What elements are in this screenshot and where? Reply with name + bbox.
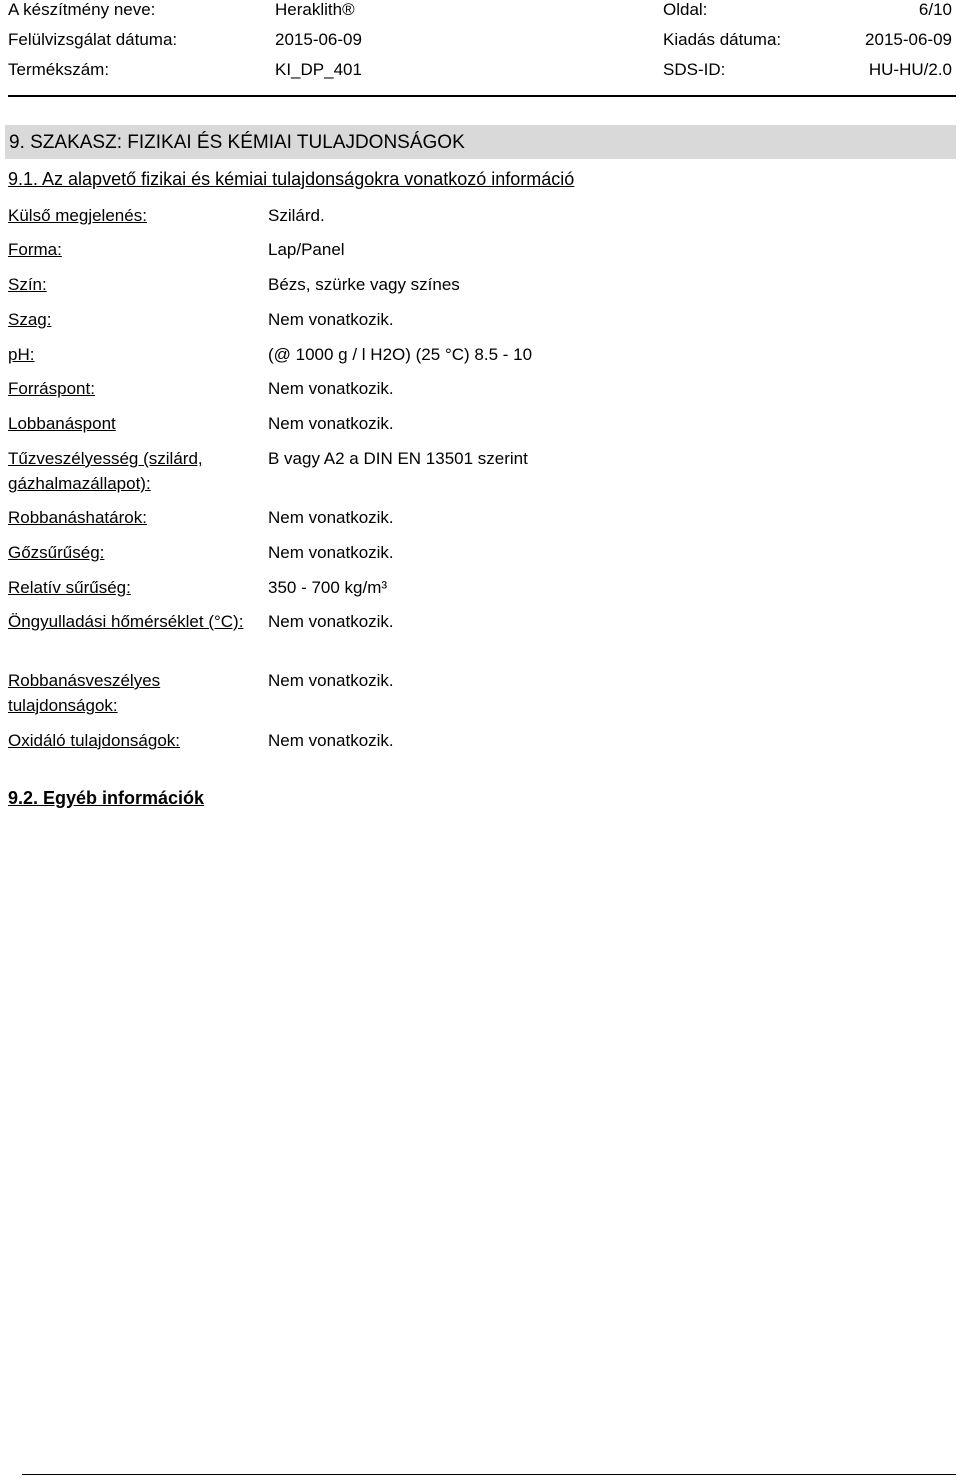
property-value: Nem vonatkozik. (268, 612, 394, 631)
property-value: Nem vonatkozik. (268, 731, 394, 750)
property-label: Tűzveszélyesség (szilárd, gázhalmazállapot): (8, 449, 203, 493)
property-value: 350 - 700 kg/m³ (268, 578, 388, 597)
issue-date-label: Kiadás dátuma: (663, 30, 782, 49)
product-number-value: KI_DP_401 (275, 60, 362, 79)
revision-date-value: 2015-06-09 (275, 30, 362, 49)
property-value: Nem vonatkozik. (268, 671, 394, 690)
header-divider (8, 95, 956, 97)
property-label: Szín: (8, 275, 47, 294)
property-value: Szilárd. (268, 206, 325, 225)
property-label: Gőzsűrűség: (8, 543, 105, 562)
property-value: Nem vonatkozik. (268, 543, 394, 562)
header-row-ids (0, 60, 960, 82)
product-number-label: Termékszám: (8, 60, 110, 79)
sds-id-value: HU-HU/2.0 (868, 60, 952, 79)
issue-date-value: 2015-06-09 (865, 30, 952, 49)
property-label: Relatív sűrűség: (8, 578, 131, 597)
page-value: 6/10 (918, 0, 952, 19)
property-value: (@ 1000 g / l H2O) (25 °C) 8.5 - 10 (268, 345, 533, 364)
product-name-value: Heraklith® (275, 0, 355, 19)
property-label: Robbanáshatárok: (8, 508, 147, 527)
property-label: Öngyulladási hőmérséklet (°C): (8, 612, 244, 631)
subsection-title-9-1: 9.1. Az alapvető fizikai és kémiai tulajdonságokra vonatkozó információ (8, 169, 575, 189)
property-value: Nem vonatkozik. (268, 414, 394, 433)
property-value: Nem vonatkozik. (268, 379, 394, 398)
footer-divider (22, 1474, 956, 1475)
property-value: Nem vonatkozik. (268, 310, 394, 329)
product-name-label: A készítmény neve: (8, 0, 156, 19)
property-value: Lap/Panel (268, 240, 345, 259)
property-value: B vagy A2 a DIN EN 13501 szerint (268, 449, 528, 468)
property-label: Forma: (8, 240, 62, 259)
section-title: 9. SZAKASZ: FIZIKAI ÉS KÉMIAI TULAJDONSÁGOK (5, 125, 956, 159)
property-label: Külső megjelenés: (8, 206, 147, 225)
header-row-product (0, 0, 960, 22)
subsection-title-9-2: 9.2. Egyéb információk (8, 788, 205, 808)
property-value: Nem vonatkozik. (268, 508, 394, 527)
property-label: Robbanásveszélyes tulajdonságok: (8, 671, 161, 715)
revision-date-label: Felülvizsgálat dátuma: (8, 30, 178, 49)
page-label: Oldal: (663, 0, 708, 19)
property-label: Lobbanáspont (8, 414, 116, 433)
property-label: pH: (8, 345, 35, 364)
property-label: Forráspont: (8, 379, 95, 398)
sds-id-label: SDS-ID: (663, 60, 726, 79)
header-row-dates (0, 30, 960, 52)
property-value: Bézs, szürke vagy színes (268, 275, 460, 294)
property-label: Oxidáló tulajdonságok: (8, 731, 181, 750)
property-label: Szag: (8, 310, 52, 329)
